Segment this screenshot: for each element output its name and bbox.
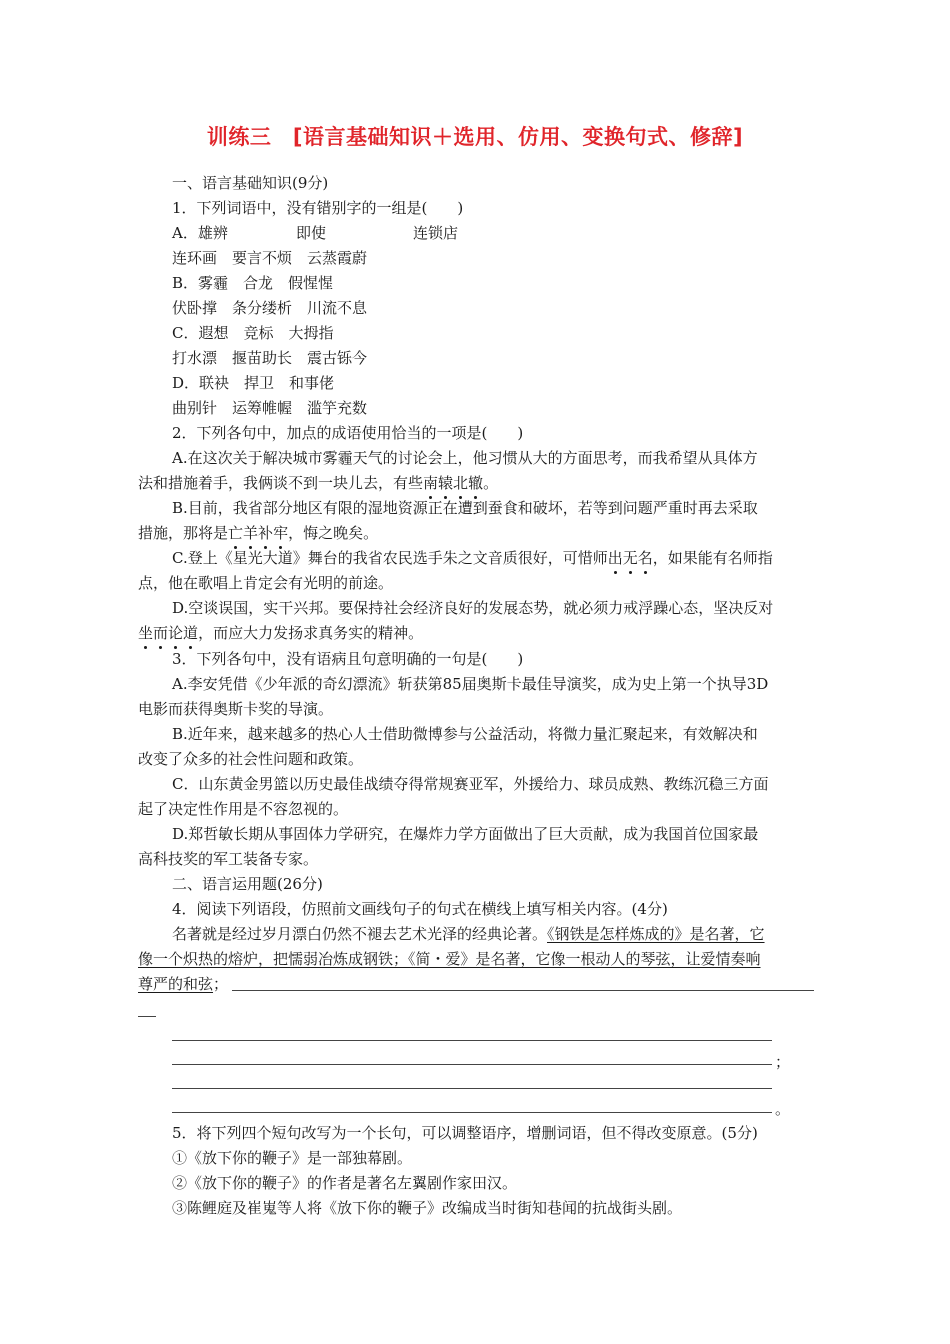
dotted-char: 辕 bbox=[438, 474, 454, 492]
q4-passage-text: 名著就是经过岁月漂白仍然不褪去艺术光泽的经典论著。 bbox=[172, 925, 548, 943]
q1-option-c-line1: C．遐想 竞标 大拇指 bbox=[172, 324, 334, 342]
blank-semicolon: ； bbox=[775, 1053, 791, 1071]
q3-option-c-line1: C．山东黄金男篮以历史最佳战绩夺得常规赛亚军，外援给力、球员成熟、教练沉稳三方面 bbox=[172, 775, 769, 793]
answer-blank-line[interactable] bbox=[172, 1064, 772, 1065]
blank-period: 。 bbox=[775, 1100, 791, 1118]
q3-option-d-line1: D.郑哲敏长期从事固体力学研究，在爆炸力学方面做出了巨大贡献，成为我国首位国家最 bbox=[172, 825, 759, 843]
q2-b-text-end: ，悔之晚矣。 bbox=[288, 524, 379, 542]
q3-option-c-line2: 起了决定性作用是不容忽视的。 bbox=[138, 800, 349, 818]
q2-option-c-line1 bbox=[172, 547, 773, 569]
q1-option-b-line2: 伏卧撑 条分缕析 川流不息 bbox=[172, 299, 368, 317]
q4-passage-punct: ； bbox=[213, 975, 229, 993]
q5-sentence-2: ②《放下你的鞭子》的作者是著名左翼剧作家田汉。 bbox=[172, 1174, 518, 1192]
q4-passage-line1 bbox=[172, 923, 765, 945]
q1-option-d-line1: D．联袂 捍卫 和事佬 bbox=[172, 374, 335, 392]
section-heading-2: 二、语言运用题(26分) bbox=[172, 875, 323, 893]
dotted-char: 而 bbox=[153, 624, 169, 642]
section-heading-1: 一、语言基础知识(9分) bbox=[172, 174, 329, 192]
q2-a-text: 法和措施着手，我俩谈不到一块儿去，有些 bbox=[138, 474, 424, 492]
q4-underlined-text: 尊严的和弦 bbox=[138, 975, 214, 993]
q1-option-a-word2: 即使 bbox=[296, 224, 327, 242]
q1-option-c-line2: 打水漂 揠苗助长 震古铄今 bbox=[172, 349, 368, 367]
q5-sentence-1: ①《放下你的鞭子》是一部独幕剧。 bbox=[172, 1149, 413, 1167]
answer-blank-line[interactable] bbox=[138, 1016, 156, 1017]
q5-sentence-3: ③陈鲤庭及崔嵬等人将《放下你的鞭子》改编成当时街知巷闻的抗战街头剧。 bbox=[172, 1199, 683, 1217]
q1-option-a-line2: 连环画 要言不烦 云蒸霞蔚 bbox=[172, 249, 368, 267]
question-2-stem: 2．下列各句中，加点的成语使用恰当的一项是( ) bbox=[172, 424, 524, 442]
dotted-char: 论 bbox=[168, 624, 184, 642]
answer-blank-line[interactable] bbox=[172, 1112, 772, 1113]
q2-option-d-line2 bbox=[138, 622, 423, 644]
question-5-stem: 5．将下列四个短句改写为一个长句，可以调整语序，增删词语，但不得改变原意。(5分) bbox=[172, 1124, 758, 1142]
q1-option-a-word1: A．雄辨 bbox=[172, 224, 228, 242]
dotted-char: 北 bbox=[453, 474, 469, 492]
q3-option-a-line1: A.李安凭借《少年派的奇幻漂流》斩获第85届奥斯卡最佳导演奖，成为史上第一个执导3D bbox=[172, 675, 769, 693]
dotted-char: 补 bbox=[258, 524, 274, 542]
question-1-stem: 1．下列词语中，没有错别字的一组是( ) bbox=[172, 199, 464, 217]
q2-option-a-line1: A.在这次关于解决城市雾霾天气的讨论会上，他习惯从大的方面思考，而我希望从具体方 bbox=[172, 449, 758, 467]
q2-b-text: 措施，那将是 bbox=[138, 524, 229, 542]
q2-option-b-line2 bbox=[138, 522, 378, 544]
q4-underlined-text: 像一个炽热的熔炉，把懦弱冶炼成钢铁；《简・爱》是名著，它像一根动人的琴弦，让爱情奏响 bbox=[138, 950, 761, 968]
q2-c-text-end: ，如果能有名师指 bbox=[652, 549, 773, 567]
question-3-stem: 3．下列各句中，没有语病且句意明确的一句是( ) bbox=[172, 650, 524, 668]
q3-option-a-line2: 电影而获得奥斯卡奖的导演。 bbox=[138, 700, 334, 718]
dotted-char: 名 bbox=[637, 549, 653, 567]
dotted-char: 辙 bbox=[468, 474, 484, 492]
dotted-char: 道 bbox=[183, 624, 199, 642]
page-title: 训练三 [语言基础知识＋选用、仿用、变换句式、修辞] bbox=[206, 125, 744, 149]
q2-option-b-line1: B.目前，我省部分地区有限的湿地资源正在遭到蚕食和破坏，若等到问题严重时再去采取 bbox=[172, 499, 758, 517]
dotted-char: 羊 bbox=[243, 524, 259, 542]
dotted-char: 南 bbox=[423, 474, 439, 492]
q2-option-c-line2: 点，他在歌唱上肯定会有光明的前途。 bbox=[138, 574, 394, 592]
dotted-char: 出 bbox=[607, 549, 623, 567]
q1-option-b-line1: B．雾霾 合龙 假惺惺 bbox=[172, 274, 334, 292]
q2-option-a-line2 bbox=[138, 472, 498, 494]
dotted-char: 坐 bbox=[138, 624, 154, 642]
q2-a-text-end: 。 bbox=[483, 474, 499, 492]
q3-option-d-line2: 高科技奖的军工装备专家。 bbox=[138, 850, 319, 868]
q1-option-d-line2: 曲别针 运筹帷幄 滥竽充数 bbox=[172, 399, 368, 417]
question-4-stem: 4．阅读下列语段，仿照前文画线句子的句式在横线上填写相关内容。(4分) bbox=[172, 900, 668, 918]
q4-passage-line2 bbox=[138, 948, 761, 970]
dotted-char: 无 bbox=[622, 549, 638, 567]
q1-option-a-word3: 连锁店 bbox=[413, 224, 459, 242]
q4-passage-line3 bbox=[138, 973, 228, 995]
q2-d-text-end: ，而应大力发扬求真务实的精神。 bbox=[198, 624, 424, 642]
q2-option-d-line1: D.空谈误国，实干兴邦。要保持社会经济良好的发展态势，就必须力戒浮躁心态，坚决反对 bbox=[172, 599, 774, 617]
q4-underlined-text: 《钢铁是怎样炼成的》是名著，它 bbox=[547, 925, 765, 943]
answer-blank-line[interactable] bbox=[172, 1088, 772, 1089]
q2-c-text: C.登上《星光大道》舞台的我省农民选手朱之文音质很好，可惜师 bbox=[172, 549, 608, 567]
answer-blank-line[interactable] bbox=[232, 990, 814, 991]
q3-option-b-line2: 改变了众多的社会性问题和政策。 bbox=[138, 750, 364, 768]
dotted-char: 亡 bbox=[228, 524, 244, 542]
q3-option-b-line1: B.近年来，越来越多的热心人士借助微博参与公益活动，将微力量汇聚起来，有效解决和 bbox=[172, 725, 758, 743]
answer-blank-line[interactable] bbox=[172, 1040, 772, 1041]
dotted-char: 牢 bbox=[273, 524, 289, 542]
